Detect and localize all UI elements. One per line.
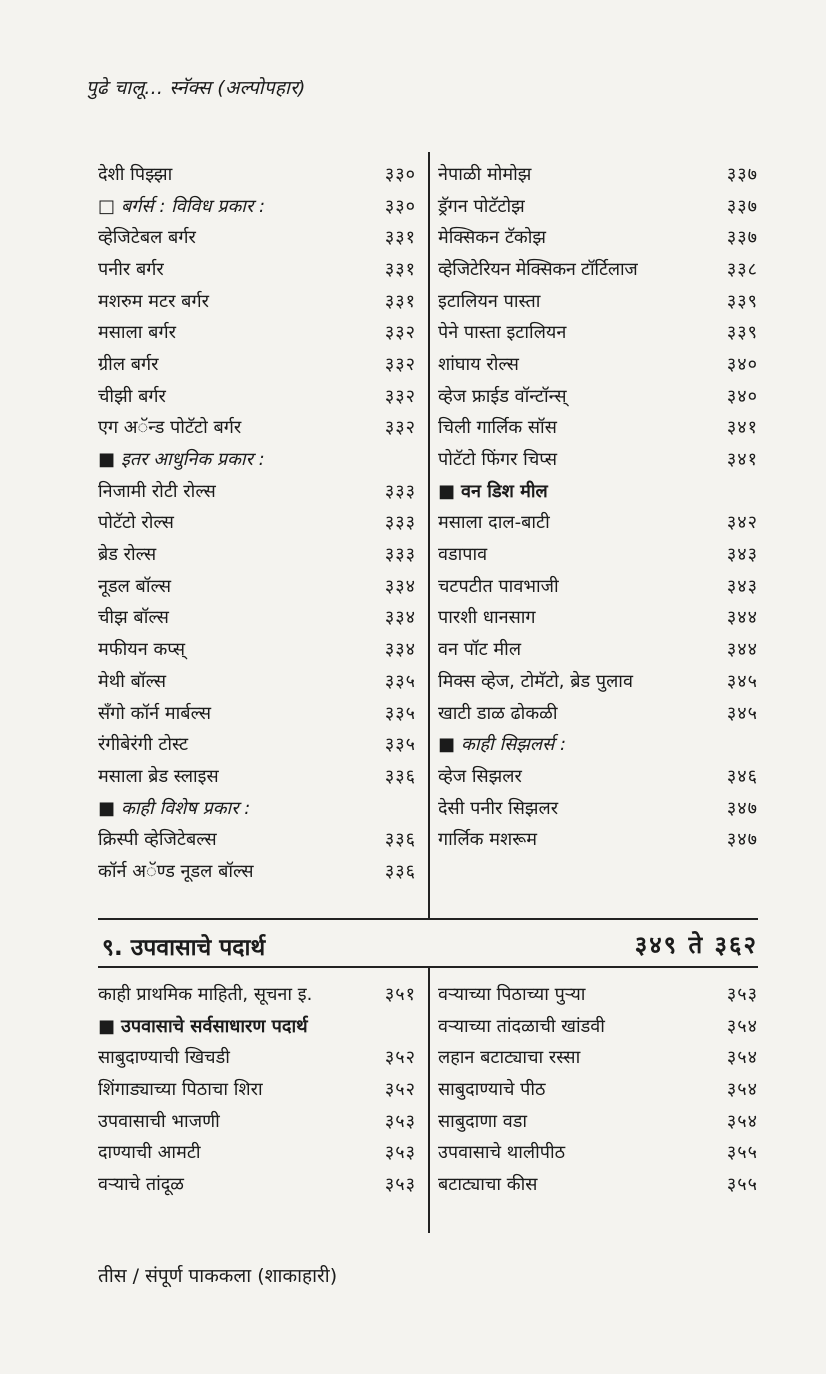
hollow-square-bullet-icon: □ (98, 195, 116, 217)
entry-title-text: वऱ्याच्या पिठाच्या पुऱ्या (438, 983, 586, 1005)
entry-title-text: मिक्स व्हेज, टोमॅटो, ब्रेड पुलाव (438, 670, 633, 692)
toc-subheading (438, 728, 758, 760)
page-number: ३३७ (726, 227, 758, 249)
entry-title-text: इटालियन पास्ता (438, 290, 541, 312)
entry-title-text: बर्गर्स : विविध प्रकार : (121, 195, 266, 217)
section-title: ९. उपवासाचे पदार्थ (102, 935, 266, 961)
toc-entry (98, 697, 416, 729)
entry-title (98, 384, 370, 408)
entry-title (98, 194, 370, 218)
toc-entry (438, 978, 758, 1010)
page-number: ३३० (384, 163, 416, 185)
toc-entry (438, 602, 758, 634)
page-number: ३५४ (726, 1047, 758, 1069)
toc-entry (98, 760, 416, 792)
toc-entry (438, 1041, 758, 1073)
page-number: ३४६ (726, 765, 758, 787)
page-number: ३४७ (726, 829, 758, 851)
page-number: ३५३ (726, 983, 758, 1005)
entry-title (98, 447, 370, 471)
entry-title-text: काही विशेष प्रकार : (121, 797, 251, 819)
toc-subheading (98, 792, 416, 824)
page-number: ३५३ (384, 1142, 416, 1164)
entry-title-text: मसाला दाल-बाटी (438, 512, 550, 534)
entry-title (438, 796, 712, 820)
page-number: ३३१ (384, 227, 416, 249)
entry-title (438, 669, 758, 693)
entry-title (98, 1109, 370, 1133)
entry-title (438, 289, 712, 313)
entry-title-text: एग अॅन्ड पोटॅटो बर्गर (98, 417, 242, 439)
entry-title-text: पारशी धानसाग (438, 607, 536, 629)
toc-entry (438, 1136, 758, 1168)
entry-title (438, 194, 712, 218)
entry-title (98, 510, 370, 534)
entry-title (438, 542, 712, 566)
toc-entry (98, 507, 416, 539)
page-number: ३४३ (726, 544, 758, 566)
toc-entry (98, 538, 416, 570)
toc-section-heading (98, 1010, 416, 1042)
page-number: ३४७ (726, 797, 758, 819)
entry-title-text: साबुदाण्याची खिचडी (98, 1047, 230, 1069)
entry-title-text: चिली गार्लिक सॉस (438, 417, 557, 439)
entry-title-text: व्हेज सिझलर (438, 765, 522, 787)
entry-title (98, 1172, 370, 1196)
toc-entry (98, 1168, 416, 1200)
toc-column-bottom-right (438, 978, 758, 1200)
entry-title (438, 732, 712, 756)
entry-title-text: नेपाळी मोमोझ (438, 163, 532, 185)
entry-title-text: खाटी डाळ ढोकळी (438, 702, 558, 724)
page-number: ३३४ (384, 639, 416, 661)
toc-entry (438, 792, 758, 824)
square-bullet-icon: ■ (98, 449, 116, 471)
toc-subheading (98, 190, 416, 222)
entry-title (98, 859, 370, 883)
entry-title (98, 827, 370, 851)
entry-title-text: साबुदाणा वडा (438, 1110, 528, 1132)
entry-title-text: देशी पिझ्झा (98, 163, 173, 185)
section-rule-top (98, 918, 758, 920)
toc-column-top-left (98, 158, 416, 887)
page-number: ३५४ (726, 1078, 758, 1100)
page-number: ३३२ (384, 417, 416, 439)
page-number: ३४४ (726, 607, 758, 629)
page-number: ३३४ (384, 575, 416, 597)
entry-title (98, 162, 370, 186)
entry-title-text: उपवासाची भाजणी (98, 1110, 220, 1132)
entry-title-text: वऱ्याच्या तांदळाची खांडवी (438, 1015, 605, 1037)
page-number: ३३० (384, 195, 416, 217)
entry-title (98, 1045, 370, 1069)
page-number: ३४० (726, 385, 758, 407)
page-number: ३३२ (384, 353, 416, 375)
entry-title (438, 982, 712, 1006)
entry-title-text: लहान बटाट्याचा रस्सा (438, 1047, 581, 1069)
page-number: ३५५ (726, 1173, 758, 1195)
entry-title (438, 1140, 712, 1164)
toc-entry (438, 538, 758, 570)
entry-title (98, 764, 370, 788)
column-divider-bottom (428, 966, 430, 1233)
toc-entry (438, 633, 758, 665)
entry-title (98, 701, 370, 725)
entry-title-text: मेथी बॉल्स (98, 670, 167, 692)
page-number: ३४५ (726, 702, 758, 724)
toc-entry (438, 665, 758, 697)
page-number: ३३४ (384, 607, 416, 629)
toc-entry (438, 507, 758, 539)
page-number: ३५४ (726, 1110, 758, 1132)
toc-section-heading (438, 475, 758, 507)
entry-title-text: ग्रील बर्गर (98, 353, 159, 375)
entry-title (98, 574, 370, 598)
entry-title (98, 415, 370, 439)
entry-title (98, 479, 370, 503)
entry-title (438, 225, 712, 249)
running-head: पुढे चालू... स्नॅक्स (अल्पोपहार) (86, 77, 306, 99)
page-number: ३३६ (384, 860, 416, 882)
entry-title (438, 162, 712, 186)
toc-entry (438, 285, 758, 317)
toc-entry (98, 728, 416, 760)
entry-title-text: व्हेजिटेबल बर्गर (98, 227, 196, 249)
entry-title-text: वन डिश मील (461, 480, 548, 502)
toc-entry (98, 285, 416, 317)
entry-title-text: मशरुम मटर बर्गर (98, 290, 209, 312)
toc-entry (438, 221, 758, 253)
entry-title-text: व्हेजिटेरियन मेक्सिकन टॉर्टिलाज (438, 258, 638, 280)
toc-entry (438, 253, 758, 285)
toc-column-bottom-left (98, 978, 416, 1200)
entry-title-text: क्रिस्पी व्हेजिटेबल्स (98, 829, 217, 851)
page-number: ३३६ (384, 765, 416, 787)
page-number: ३३९ (726, 322, 758, 344)
page-number: ३३१ (384, 290, 416, 312)
toc-entry (98, 348, 416, 380)
page-number: ३३१ (384, 258, 416, 280)
page-number: ३४३ (726, 575, 758, 597)
entry-title (438, 1172, 712, 1196)
page-number: ३५३ (384, 1173, 416, 1195)
entry-title-text: मसाला ब्रेड स्लाइस (98, 765, 219, 787)
page-number: ३३३ (384, 480, 416, 502)
entry-title (438, 384, 712, 408)
entry-title (438, 320, 712, 344)
page-number: ३५२ (384, 1047, 416, 1069)
entry-title-text: रंगीबेरंगी टोस्ट (98, 734, 189, 756)
toc-entry (98, 475, 416, 507)
entry-title (438, 701, 712, 725)
toc-entry (438, 697, 758, 729)
toc-entry (438, 1105, 758, 1137)
entry-title-text: साबुदाण्याचे पीठ (438, 1078, 546, 1100)
entry-title (438, 352, 712, 376)
toc-entry (98, 823, 416, 855)
toc-entry (98, 1136, 416, 1168)
entry-title (438, 574, 712, 598)
toc-entry (98, 1073, 416, 1105)
entry-title (438, 1109, 712, 1133)
entry-title (98, 352, 370, 376)
toc-entry (438, 760, 758, 792)
entry-title-text: इतर आधुनिक प्रकार : (121, 449, 265, 471)
page-number: ३४२ (726, 512, 758, 534)
entry-title-text: पोटॅटो रोल्स (98, 512, 174, 534)
entry-title (98, 320, 370, 344)
entry-title-text: काही सिझलर्स : (461, 734, 567, 756)
page-number: ३३६ (384, 829, 416, 851)
entry-title (438, 447, 712, 471)
entry-title (98, 225, 370, 249)
square-bullet-icon: ■ (98, 1015, 116, 1037)
toc-entry (438, 1073, 758, 1105)
page-number: ३३५ (384, 670, 416, 692)
page-number: ३३२ (384, 322, 416, 344)
page-number: ३३८ (726, 258, 758, 280)
entry-title (98, 605, 370, 629)
entry-title-text: पनीर बर्गर (98, 258, 164, 280)
toc-entry (98, 633, 416, 665)
toc-entry (98, 380, 416, 412)
page-number: ३३७ (726, 195, 758, 217)
toc-entry (98, 570, 416, 602)
entry-title (98, 1140, 370, 1164)
toc-entry (98, 412, 416, 444)
toc-entry (438, 348, 758, 380)
page-number: ३५५ (726, 1142, 758, 1164)
page-number: ३३३ (384, 512, 416, 534)
entry-title-text: कॉर्न अॅण्ड नूडल बॉल्स (98, 860, 254, 882)
page-number: ३३७ (726, 163, 758, 185)
entry-title-text: बटाट्याचा कीस (438, 1173, 538, 1195)
entry-title (438, 1045, 712, 1069)
toc-entry (438, 823, 758, 855)
entry-title-text: देसी पनीर सिझलर (438, 797, 559, 819)
entry-title-text: उपवासाचे सर्वसाधारण पदार्थ (121, 1015, 308, 1037)
toc-entry (98, 665, 416, 697)
toc-entry (438, 570, 758, 602)
entry-title-text: पेने पास्ता इटालियन (438, 322, 567, 344)
toc-entry (438, 443, 758, 475)
entry-title (438, 257, 712, 281)
page-number: ३५१ (384, 983, 416, 1005)
entry-title-text: मेक्सिकन टॅकोझ (438, 227, 546, 249)
page-number: ३३५ (384, 734, 416, 756)
entry-title-text: सॅंगो कॉर्न मार्बल्स (98, 702, 212, 724)
entry-title (98, 257, 370, 281)
entry-title-text: शिंगाड्याच्या पिठाचा शिरा (98, 1078, 263, 1100)
entry-title (98, 796, 370, 820)
entry-title (438, 415, 712, 439)
entry-title-text: वन पॉट मील (438, 639, 522, 661)
entry-title (98, 542, 370, 566)
entry-title-text: नूडल बॉल्स (98, 575, 171, 597)
toc-entry (98, 158, 416, 190)
page-number: ३४० (726, 353, 758, 375)
entry-title (438, 764, 712, 788)
entry-title (438, 605, 712, 629)
toc-column-top-right (438, 158, 758, 855)
entry-title (438, 827, 712, 851)
entry-title-text: शांघाय रोल्स (438, 353, 519, 375)
entry-title-text: गार्लिक मशरूम (438, 829, 537, 851)
page-number: ३३९ (726, 290, 758, 312)
page-number: ३४५ (726, 670, 758, 692)
entry-title (98, 1014, 370, 1038)
toc-entry (438, 1168, 758, 1200)
entry-title-text: उपवासाचे थालीपीठ (438, 1142, 566, 1164)
page-number: ३५२ (384, 1078, 416, 1100)
page-number: ३४१ (726, 417, 758, 439)
entry-title (98, 637, 370, 661)
entry-title-text: पोटॅटो फिंगर चिप्स (438, 449, 558, 471)
page-footer: तीस / संपूर्ण पाककला (शाकाहारी) (98, 1265, 338, 1287)
square-bullet-icon: ■ (438, 480, 456, 502)
toc-entry (98, 978, 416, 1010)
entry-title-text: मसाला बर्गर (98, 322, 176, 344)
entry-title-text: चटपटीत पावभाजी (438, 575, 559, 597)
toc-entry (98, 316, 416, 348)
entry-title (98, 982, 416, 1006)
entry-title (98, 732, 370, 756)
toc-entry (98, 602, 416, 634)
square-bullet-icon: ■ (438, 734, 456, 756)
entry-title-text: चीझ बॉल्स (98, 607, 169, 629)
entry-title (438, 510, 712, 534)
entry-title-text: काही प्राथमिक माहिती, सूचना इ. (98, 983, 313, 1005)
toc-entry (98, 1105, 416, 1137)
entry-title-text: व्हेज फ्राईड वॉन्टॉन्स् (438, 385, 567, 407)
toc-entry (98, 253, 416, 285)
page-number: ३५३ (384, 1110, 416, 1132)
page-number: ३४१ (726, 449, 758, 471)
toc-entry (438, 380, 758, 412)
page-number: ३३५ (384, 702, 416, 724)
entry-title-text: मफीयन कप्स् (98, 639, 186, 661)
toc-entry (98, 221, 416, 253)
toc-entry (438, 158, 758, 190)
page-number: ३३३ (384, 544, 416, 566)
toc-entry (438, 1010, 758, 1042)
square-bullet-icon: ■ (98, 797, 116, 819)
toc-entry (98, 855, 416, 887)
entry-title-text: वडापाव (438, 544, 488, 566)
page-number: ३५४ (726, 1015, 758, 1037)
toc-entry (438, 190, 758, 222)
entry-title-text: दाण्याची आमटी (98, 1142, 201, 1164)
page-number: ३४४ (726, 639, 758, 661)
column-divider-top (428, 152, 430, 918)
entry-title (438, 637, 712, 661)
toc-entry (438, 316, 758, 348)
toc-entry (438, 412, 758, 444)
toc-entry (98, 1041, 416, 1073)
entry-title (98, 669, 370, 693)
entry-title-text: चीझी बर्गर (98, 385, 166, 407)
entry-title (98, 1077, 370, 1101)
entry-title (438, 479, 712, 503)
entry-title (438, 1014, 712, 1038)
entry-title (98, 289, 370, 313)
toc-subheading (98, 443, 416, 475)
entry-title (438, 1077, 712, 1101)
entry-title-text: ड्रॅगन पोटॅटोझ (438, 195, 525, 217)
entry-title-text: निजामी रोटी रोल्स (98, 480, 216, 502)
section-page-range: ३४९ ते ३६२ (634, 931, 758, 959)
page-number: ३३२ (384, 385, 416, 407)
entry-title-text: ब्रेड रोल्स (98, 544, 157, 566)
entry-title-text: वऱ्याचे तांदूळ (98, 1173, 184, 1195)
